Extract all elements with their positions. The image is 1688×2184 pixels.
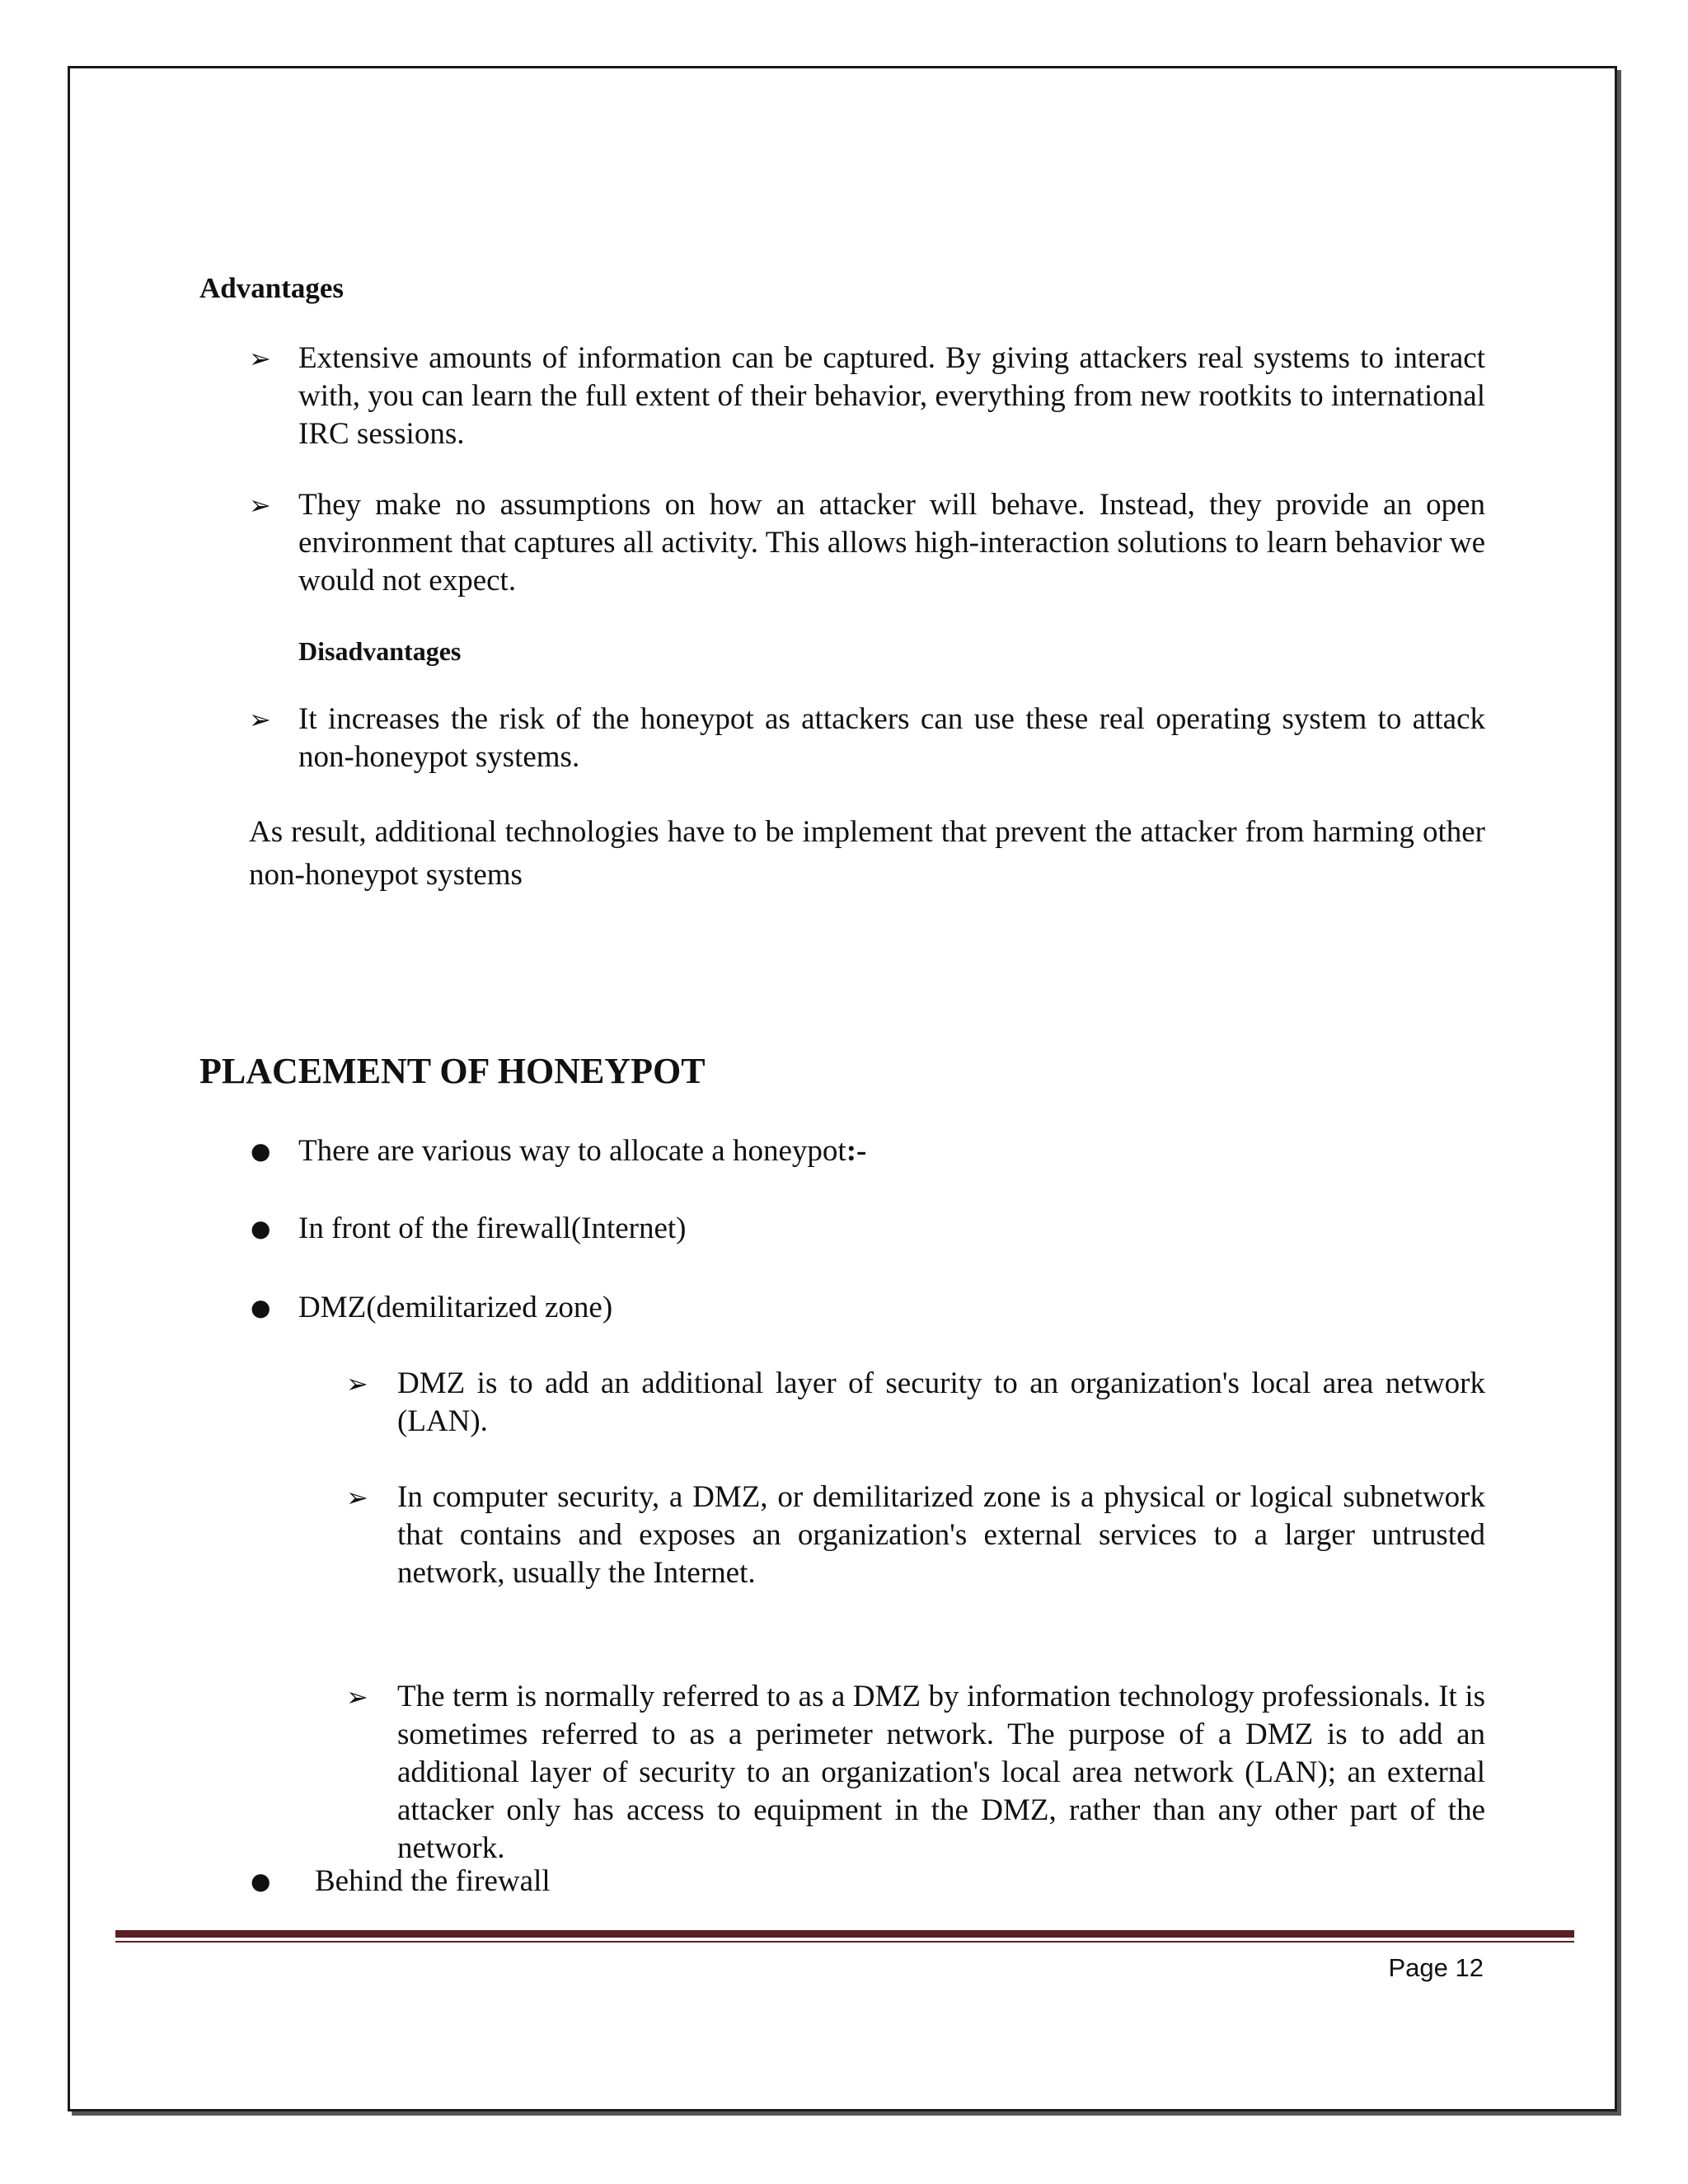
round-bullet-icon: ● [251, 1868, 271, 1895]
placement-heading: PLACEMENT OF HONEYPOT [199, 1051, 706, 1091]
placement-intro-suffix: :- [846, 1134, 867, 1168]
dmz-point: DMZ is to add an additional layer of security to an organization's local area network (LAN). [397, 1366, 1485, 1438]
advantage-item: Extensive amounts of information can be captured. By giving attackers real systems to interact with, you can learn the full extent of their behavior, everything from new rootkits to international IRC sessions. [298, 341, 1485, 451]
arrow-bullet-icon: ➢ [249, 704, 271, 735]
footer-rule [115, 1930, 1574, 1938]
dmz-point: In computer security, a DMZ, or demilitarized zone is a physical or logical subnetwork that contains and exposes an organization's external services to a larger untrusted network, usually the Internet. [397, 1480, 1485, 1590]
disadvantage-item: It increases the risk of the honeypot as attackers can use these real operating system to attack non-honeypot systems. [298, 702, 1485, 774]
arrow-bullet-icon: ➢ [249, 490, 271, 521]
advantages-heading: Advantages [199, 272, 345, 304]
dmz-point: The term is normally referred to as a DMZ by information technology professionals. It is sometimes referred to as a perimeter network. The purpose of a DMZ is to add an additional layer of security to an organization's local area network (LAN); an external attacker only has access to equipment in the DMZ, rather than any other part of the network. [397, 1680, 1485, 1865]
placement-last-bullet: Behind the firewall [315, 1864, 551, 1898]
disadvantages-heading: Disadvantages [298, 636, 462, 666]
placement-bullet: DMZ(demilitarized zone) [298, 1291, 613, 1324]
round-bullet-icon: ● [251, 1137, 271, 1165]
arrow-bullet-icon: ➢ [346, 1482, 368, 1513]
page-number: Page 12 [1388, 1953, 1484, 1982]
placement-bullet: In front of the firewall(Internet) [298, 1212, 687, 1245]
placement-intro [298, 1132, 1485, 1170]
arrow-bullet-icon: ➢ [346, 1681, 368, 1713]
arrow-bullet-icon: ➢ [346, 1368, 368, 1399]
advantage-item: They make no assumptions on how an attacker will behave. Instead, they provide an open environment that captures all activity. This allows high-interaction solutions to learn behavior we would not expect. [298, 488, 1485, 598]
footer-rule-thin [115, 1941, 1574, 1943]
disadvantages-conclusion: As result, additional technologies have to be implement that prevent the attacker from harming other non-honeypot systems [249, 815, 1485, 892]
round-bullet-icon: ● [251, 1215, 271, 1242]
arrow-bullet-icon: ➢ [249, 343, 271, 374]
placement-intro-text: There are various way to allocate a honeypot [298, 1134, 846, 1168]
round-bullet-icon: ● [251, 1294, 271, 1321]
